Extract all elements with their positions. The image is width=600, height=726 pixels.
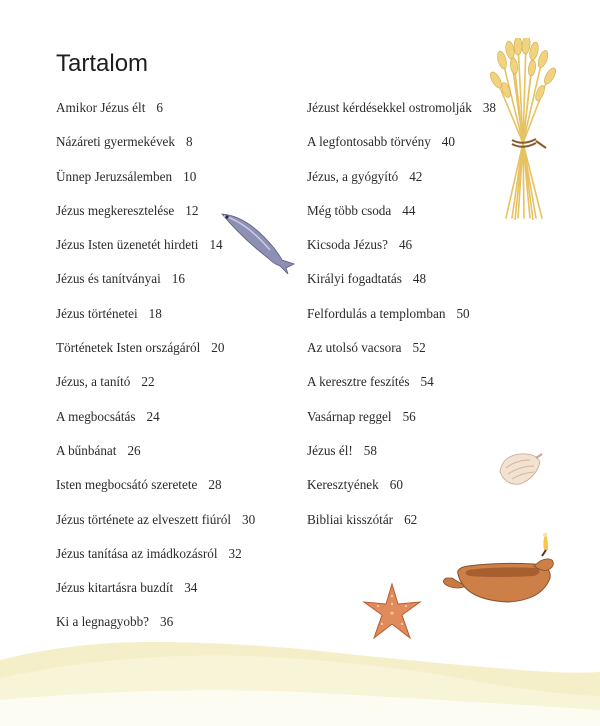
toc-entry-page-number: 14 (209, 237, 223, 253)
toc-entry-page-number: 40 (441, 134, 455, 150)
toc-entry (56, 441, 255, 475)
toc-entry-page-number: 42 (409, 168, 423, 184)
toc-entry-title: Vasárnap reggel (307, 408, 392, 424)
toc-entry (307, 167, 496, 201)
sand-wave (0, 600, 600, 726)
toc-entry-page-number: 28 (208, 477, 222, 493)
toc-entry-page-number: 54 (420, 374, 434, 390)
toc-entry (307, 407, 496, 441)
toc-entry-page-number: 32 (228, 545, 242, 561)
toc-entry-page-number: 60 (389, 477, 403, 493)
toc-entry-title: Kicsoda Jézus? (307, 237, 388, 253)
toc-entry-page-number: 46 (398, 237, 413, 253)
toc-entry-title: Isten megbocsátó szeretete (56, 477, 198, 493)
toc-entry (56, 98, 255, 132)
toc-entry (56, 338, 255, 372)
toc-entry-title: Jézus, a gyógyító (307, 168, 399, 184)
toc-entry-page-number: 16 (171, 271, 185, 287)
toc-entry-title: Ki a legnagyobb? (56, 614, 150, 630)
toc-entry-title: Jézust kérdésekkel ostromolják (307, 100, 472, 115)
toc-entry-title: Történetek Isten országáról (56, 340, 201, 356)
toc-entry (307, 132, 496, 166)
toc-entry (56, 544, 255, 578)
fish-icon (218, 208, 298, 274)
toc-entry-title: Jézus kitartásra buzdít (56, 580, 174, 596)
toc-entry (56, 475, 255, 509)
toc-entry-page-number: 52 (412, 340, 426, 356)
toc-entry (307, 235, 496, 269)
toc-entry-page-number: 30 (242, 511, 256, 527)
toc-entry-title: Jézus megkeresztelése (56, 202, 175, 218)
toc-entry (56, 372, 255, 406)
toc-entry (56, 407, 255, 441)
toc-entry-page-number: 24 (146, 408, 160, 424)
toc-entry (307, 475, 496, 509)
toc-entry-page-number: 62 (404, 511, 418, 527)
toc-entry-title: Az utolsó vacsora (307, 340, 402, 356)
toc-entry-title: Jézus tanítása az imádkozásról (56, 545, 218, 561)
toc-entry-title: Jézus, a tanító (56, 374, 131, 390)
toc-entry-title: Bibliai kisszótár (307, 511, 394, 527)
toc-entry-title: A bűnbánat (56, 442, 117, 458)
toc-entry-title: A keresztre feszítés (307, 374, 410, 390)
toc-entry-title: Jézus és tanítványai (56, 271, 161, 287)
toc-entry (56, 269, 255, 303)
toc-entry (56, 167, 255, 201)
toc-entry-title: A legfontosabb törvény (307, 134, 431, 150)
toc-entry-title: Jézus Isten üzenetét hirdeti (56, 237, 199, 253)
toc-left-column (56, 98, 255, 647)
toc-entry-page-number: 22 (141, 374, 155, 390)
toc-entry (307, 201, 496, 235)
toc-entry (56, 132, 255, 166)
page-title: Tartalom (56, 50, 149, 77)
toc-entry (56, 510, 255, 544)
toc-entry (307, 269, 496, 303)
toc-entry (307, 372, 496, 406)
toc-right-column (307, 98, 496, 544)
toc-entry-page-number: 6 (156, 100, 163, 115)
toc-entry-title: Názáreti gyermekévek (56, 134, 175, 150)
toc-entry-page-number: 36 (160, 614, 174, 630)
toc-entry (307, 338, 496, 372)
toc-entry-title: Jézus él! (307, 442, 353, 458)
toc-entry (307, 98, 496, 132)
wheat-sheaf-icon (488, 38, 558, 220)
toc-entry-title: Felfordulás a templomban (307, 305, 446, 321)
toc-entry-title: Ünnep Jeruzsálemben (56, 168, 173, 184)
toc-entry (307, 441, 496, 475)
seashell-icon (496, 448, 544, 488)
toc-entry-title: Amikor Jézus élt (56, 100, 146, 115)
toc-entry-title: Jézus története az elveszett fiúról (56, 511, 232, 527)
toc-entry-page-number: 48 (412, 271, 427, 287)
toc-entry-title: Jézus történetei (56, 305, 138, 321)
toc-entry-page-number: 56 (402, 408, 416, 424)
toc-entry-page-number: 8 (185, 134, 193, 150)
toc-entry-page-number: 26 (127, 442, 141, 458)
toc-entry-page-number: 44 (402, 202, 416, 218)
toc-entry-title: Királyi fogadtatás (307, 271, 402, 287)
toc-entry-page-number: 58 (363, 442, 377, 458)
toc-entry-page-number: 10 (183, 168, 197, 184)
toc-entry-page-number: 18 (148, 305, 162, 321)
oil-lamp-icon (438, 526, 560, 608)
toc-entry-page-number: 20 (211, 340, 225, 356)
toc-entry-title: Keresztyének (307, 477, 379, 493)
toc-entry-page-number: 12 (185, 202, 199, 218)
toc-entry-title: A megbocsátás (56, 408, 136, 424)
toc-entry (56, 304, 255, 338)
toc-entry-page-number: 50 (456, 305, 470, 321)
toc-entry-title: Még több csoda (307, 202, 392, 218)
toc-entry (307, 304, 496, 338)
toc-entry-page-number: 38 (482, 100, 496, 115)
toc-entry-page-number: 34 (184, 580, 198, 596)
